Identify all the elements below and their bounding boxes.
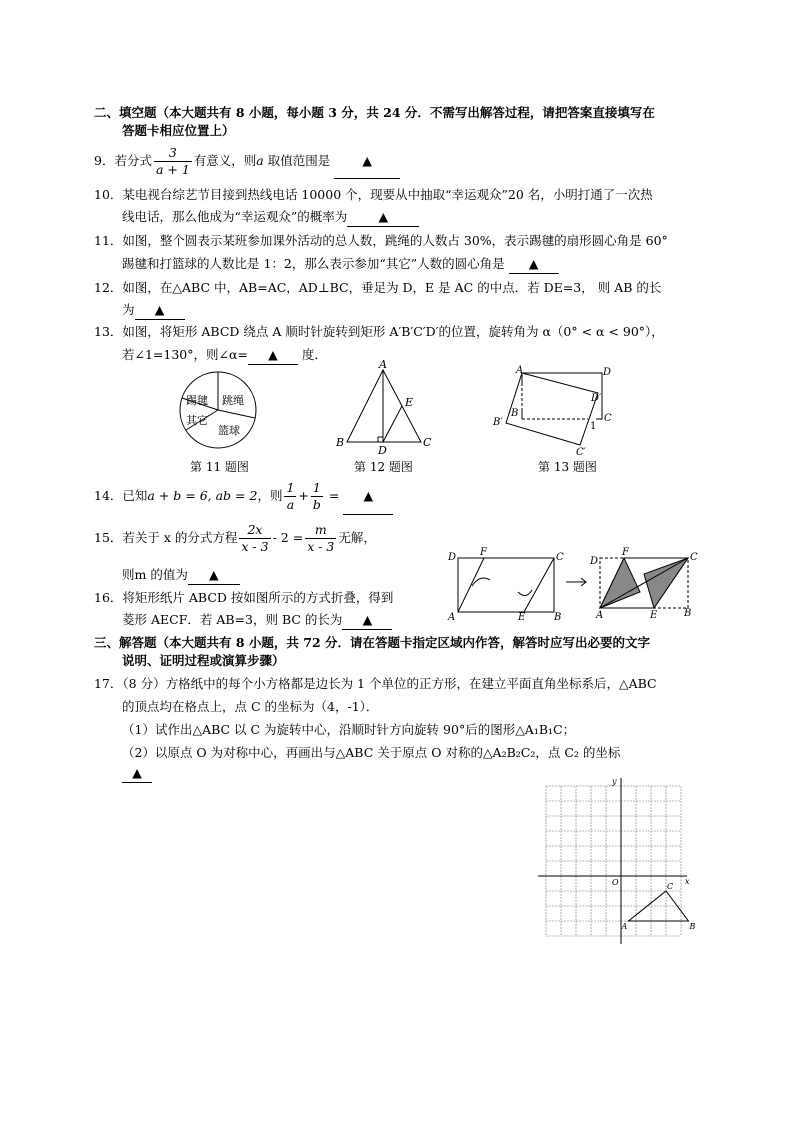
- section3-title-cont: 说明、证明过程或演算步骤）: [122, 653, 285, 668]
- fig11-label-tiaosheng: 跳绳: [222, 394, 244, 407]
- figure-16-folding: [448, 547, 698, 623]
- fig16-left-B: B: [554, 612, 562, 623]
- grid-label-y: y: [612, 777, 617, 786]
- q15-answer-blank[interactable]: ▲: [188, 566, 240, 585]
- fig11-label-lanqiu: 篮球: [218, 424, 240, 437]
- question-12-line1: 12．如图，在△ABC 中，AB=AC，AD⊥BC，垂足为 D，E 是 AC 的中点．若 DE=3， 则 AB 的长: [94, 280, 662, 295]
- q14-frac1: [284, 480, 296, 513]
- q14-condition: a + b = 6, ab = 2: [147, 488, 258, 503]
- fig13-label-Bprime: B′: [493, 417, 503, 428]
- figure-12-triangle: [333, 358, 443, 457]
- fig12-label-A: A: [379, 358, 387, 371]
- q15-frac2-num: m: [305, 522, 336, 539]
- q15-frac2: [305, 522, 336, 555]
- fig16-left-C: C: [556, 552, 564, 563]
- q13-answer-blank[interactable]: ▲: [248, 346, 298, 365]
- question-15-line2: [122, 566, 422, 585]
- q14-frac1-num: 1: [286, 480, 295, 495]
- q10-line2-text: 线电话，那么他成为“幸运观众”的概率为: [122, 209, 348, 224]
- figure-11-pie: [178, 372, 268, 452]
- fig13-label-D: D: [603, 367, 612, 378]
- grid-label-origin: O: [612, 878, 619, 887]
- figure-17-grid: [538, 778, 698, 948]
- section3-title: 三、解答题（本大题共有 8 小题，共 72 分．请在答题卡指定区域内作答，解答时应写出必要的文字: [94, 635, 651, 650]
- question-17-part1: （1）试作出△ABC 以 C 为旋转中心，沿顺时针方向旋转 90°后的图形△A₁B₁C；: [122, 722, 576, 737]
- question-10-line2: [122, 208, 712, 227]
- figure-13-rotation: [490, 363, 612, 458]
- q15-line2-text: 则m 的值为: [122, 567, 188, 582]
- q9-denominator: a + 1: [155, 162, 190, 177]
- fig16-left-E: E: [518, 612, 526, 623]
- fig13-label-Cprime: C′: [576, 447, 586, 458]
- q15-post: 无解，: [338, 530, 376, 545]
- question-9: [94, 144, 714, 179]
- q14-pre: 14．已知: [94, 488, 148, 503]
- q14-frac2: [311, 480, 323, 513]
- q15-frac2-den: x - 3: [307, 539, 335, 554]
- q9-numerator: 3: [154, 145, 192, 162]
- q14-frac2-num: 1: [311, 480, 323, 497]
- fig11-label-qita: 其它: [186, 414, 208, 427]
- fig12-label-D: D: [378, 444, 387, 457]
- fig16-right-A: A: [596, 610, 604, 621]
- q15-frac1-den: x - 3: [241, 539, 269, 554]
- q9-post2: 取值范围是: [263, 153, 331, 168]
- grid-label-B: B: [689, 922, 696, 931]
- q15-frac1: [239, 522, 270, 555]
- fig16-right-E: E: [650, 610, 658, 621]
- grid-label-x: x: [685, 877, 690, 886]
- section2-title-cont: 答题卡相应位置上）: [122, 123, 235, 138]
- q9-answer-blank[interactable]: ▲: [334, 144, 400, 179]
- question-11-line1: 11．如图，整个圆表示某班参加课外活动的总人数，跳绳的人数占 30%，表示踢毽的扇形圆心角是 60°: [94, 233, 668, 248]
- grid-label-C: C: [667, 882, 674, 891]
- fig13-label-C: C: [604, 413, 612, 424]
- q9-fraction: [154, 145, 192, 178]
- fig13-label-A: A: [516, 365, 524, 376]
- q15-frac1-num: 2x: [239, 522, 270, 539]
- question-15: [94, 520, 434, 556]
- q15-pre: 15．若关于 x 的分式方程: [94, 530, 238, 545]
- question-17-line1: 17．（8 分）方格纸中的每个小方格都是边长为 1 个单位的正方形，在建立平面直角坐标系后，△ABC: [94, 676, 657, 691]
- fig16-right-C: C: [690, 552, 698, 563]
- q14-mid: ，则: [257, 488, 283, 503]
- q11-line2-text: 踢毽和打篮球的人数比是 1：2，那么表示参加“其它”人数的圆心角是: [122, 256, 505, 271]
- question-10-line1: 10．某电视台综艺节目接到热线电话 10000 个，现要从中抽取“幸运观众”20 名，小明打通了一次热: [94, 187, 653, 202]
- q11-answer-blank[interactable]: ▲: [509, 255, 559, 274]
- q12-line2-text: 为: [122, 302, 135, 317]
- figure-12-caption: 第 12 题图: [354, 460, 413, 474]
- q14-frac1-den: a: [286, 497, 295, 512]
- fig16-left-A: A: [448, 612, 456, 623]
- question-17-part2: （2）以原点 O 为对称中心，再画出与△ABC 关于原点 O 对称的△A₂B₂C₂，点 C₂ 的坐标: [122, 745, 621, 760]
- grid-label-A: A: [621, 922, 628, 931]
- question-11-line2: [122, 255, 712, 274]
- q13-line2-post: 度．: [297, 347, 327, 362]
- q15-minus: - 2 =: [272, 530, 304, 545]
- fig12-label-C: C: [423, 436, 432, 449]
- q16-answer-blank[interactable]: ▲: [342, 611, 392, 630]
- fig12-label-B: B: [336, 436, 345, 449]
- q14-eq: =: [324, 488, 344, 503]
- fig13-label-Dprime: D′: [591, 393, 602, 404]
- fig13-label-B: B: [511, 408, 519, 419]
- q13-line2-pre: 若∠1=130°，则∠α=: [122, 347, 248, 362]
- fig16-right-D: D: [590, 556, 599, 567]
- question-16-line2: [122, 611, 422, 630]
- fig12-label-E: E: [405, 396, 414, 409]
- question-16-line1: 16．将矩形纸片 ABCD 按如图所示的方式折叠，得到: [94, 590, 394, 605]
- figure-11-caption: 第 11 题图: [190, 460, 249, 474]
- fig11-label-tijian: 踢毽: [186, 394, 208, 407]
- fig16-right-B: B: [684, 608, 692, 619]
- q9-var: a: [256, 153, 264, 168]
- question-17-line2: 的顶点均在格点上，点 C 的坐标为（4，-1）．: [122, 699, 379, 714]
- section2-title: 二、填空题（本大题共有 8 小题，每小题 3 分，共 24 分．不需写出解答过程，请把答案直接填写在: [94, 105, 655, 120]
- q14-answer-blank[interactable]: ▲: [343, 478, 393, 515]
- question-14: 14．已知a + b = 6, ab = 2，则 $\frac{1}{a}$ + $\frac{1}{b}$ = ▲: [94, 478, 714, 515]
- q9-pre: 9．若分式: [94, 153, 152, 168]
- figure-13-caption: 第 13 题图: [538, 460, 597, 474]
- fig16-left-D: D: [448, 552, 457, 563]
- fig13-label-angle1: 1: [590, 421, 597, 432]
- q16-line2-text: 菱形 AECF．若 AB=3，则 BC 的长为: [122, 612, 343, 627]
- q9-post: 有意义，则: [193, 153, 257, 168]
- q17-answer-blank[interactable]: ▲: [122, 764, 152, 783]
- question-12-line2: [122, 301, 712, 320]
- question-13-line1: 13．如图，将矩形 ABCD 绕点 A 顺时针旋转到矩形 A′B′C′D′的位置，旋转角为 α（0° < α < 90°），: [94, 324, 664, 339]
- fig16-right-F: F: [622, 547, 629, 558]
- q14-frac2-den: b: [312, 497, 321, 512]
- fig16-left-F: F: [480, 547, 487, 558]
- q12-answer-blank[interactable]: ▲: [135, 301, 185, 320]
- q10-answer-blank[interactable]: ▲: [347, 208, 419, 227]
